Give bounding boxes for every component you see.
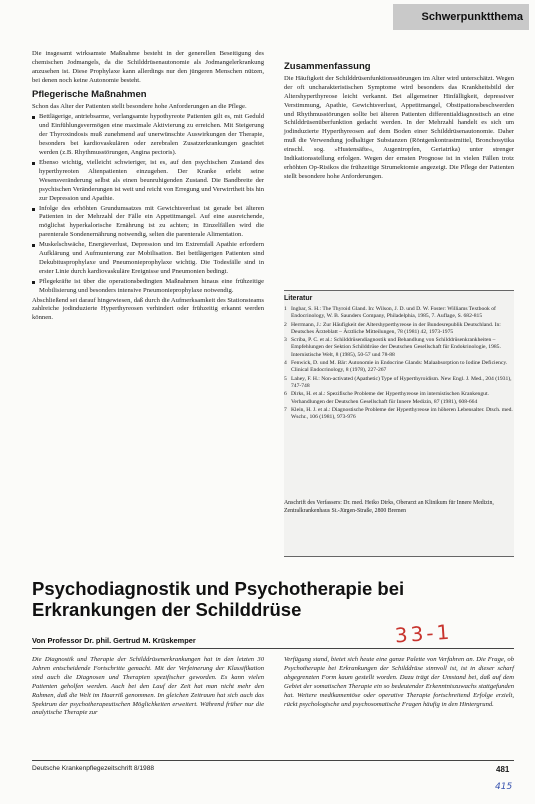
reference-text: Fenwick, D. und M. Bär: Autonomie in Endocrine Glands: Malaabsorption to Iodine Deficiency. Clinical Endocrinology, 8 (1978), 227-267	[291, 360, 508, 374]
care-heading: Pflegerische Maßnahmen	[32, 88, 147, 100]
divider	[32, 760, 514, 761]
title-line: Erkrankungen der Schilddrüse	[32, 599, 302, 620]
list-item: Infolge des erhöhten Grundumsatzes mit Gewichtsverlust ist gerade bei älteren Patienten in der Mehrzahl der Fälle ein Appetitmangel. Auf eine ausreichende, möglichst hyperkalorische Ernährung ist zu achten; in Einzelfällen wird die parenterale Sondenernährung notwendig, selten die parenterale Alimentation.	[32, 205, 264, 241]
list-item: 5 Lahey, F. H.: Non-activated (Apathetic) Type of Hyperthyroidism. New Engl. J. Med., 204 (1931), 747-748	[284, 375, 512, 389]
article-author: Von Professor Dr. phil. Gertrud M. Krüskemper	[32, 636, 196, 645]
journal-footer: Deutsche Krankenpflegezeitschrift 8/1988	[32, 765, 155, 772]
list-item: Ebenso wichtig, vielleicht schwieriger, ist es, auf den psychischen Zustand des hyperthyreoten Altenpatienten einzugehen. Der Kranke erlebt seine Wesensveränderung selbst als einen beunruhigenden Zustand. Die Bandbreite der psychischen Veränderungen ist weit und reicht von Erregung und Verwirrtheit bis hin zur Depression und Apathie.	[32, 159, 264, 204]
right-column	[284, 50, 514, 182]
reference-text: Klein, H. J. et al.: Diagnostische Probleme der Hyperthyreose im höheren Lebensalter. Dtsch. med. Wschr., 106 (1981), 973-976	[291, 406, 513, 421]
literature-list	[284, 306, 514, 421]
abstract-left: Die Diagnostik und Therapie der Schilddrüsenerkrankungen hat in den letzten 30 Jahren entscheidende Fortschritte gemacht. Mit der Verfeinerung der Klassifikation sind auch die Diagnosen und Therapien spezifischer geworden. Es kann vielen Patienten geholfen werden. Auch bei den Lauf der Zeit hat man nicht mehr den Rahmen, daß die Welt im Haarriß genommen. Im gleichen Zeitraum hat sich auch das Spektrum der psychotherapeutischen Möglichkeiten erweitert. Während früher nur die analytische Therapie zur	[32, 656, 264, 717]
intro-paragraph: Die insgesamt wirksamste Maßnahme besteht in der generellen Beseitigung des chemischen Jodmangels, da die Schilddrüsenautonomie als Jodmangelerkrankung anzusehen ist. Diese Prophylaxe kann allerdings nur den jüngeren Menschen nützen, bei denen noch keine Autonomie besteht.	[32, 50, 264, 84]
reference-text: Scriba, P. C. et al.: Schilddrüsendiagnostik und Behandlung von Schilddrüsenkrankheiten – Empfehlungen der Sektion Schilddrüse der Deutschen Gesellschaft für Endokrinologie, 1985. Internistische Welt, 8 (1985), 50-57 und 78-88	[291, 337, 501, 358]
list-item: Pflegekräfte ist über die operationsbedingten Maßnahmen hinaus eine frühzeitige Mobilisierung und besonders intensive Pneumonieprophylaxe notwendig.	[32, 278, 264, 296]
list-item: 2 Herrmann, J.: Zur Häufigkeit der Altershyperthyreose in der Bundesrepublik Deutschland. In: Deutsches Ärzteblatt – Ärztliche Mitteilungen, 78 (1981) 42, 1973-1975	[284, 321, 501, 335]
summary-text: Die Häufigkeit der Schilddrüsenfunktionsstörungen im Alter wird unterschätzt. Wegen der oft uncharakteristischen Symptome wird besonders das Krankheitsbild der Altershyperthyreose leicht verkannt. Bei allgemeiner Hinfälligkeit, depressiver Verstimmung, Apathie, Gewichtsverlust, Appetitmangel, Obstipationsbeschwerden und Rhythmusstörungen sollte bei älteren Patienten differentialdiagnostisch an eine Schilddrüsenüberfunktion gedacht werden. In der Mehrzahl handelt es sich um jodinduzierte Hyperthyreosen auf dem Boden einer Schilddrüsenautonomie. Daher muß die Verwendung jodhaltiger Substanzen (Röntgenkontrastmittel, Bronchosytika einschl. sog. »Hustensäfte«, Augentropfen, Geriatrika) unter strenger Indikationsstellung erfolgen. Wegen der ernsten Prognose ist in vielen Fällen trotz erhöhten Op-Risikos die frühzeitige Strumektomie angezeigt. Die Pflege der Patienten stellt besondere hohe Anforderungen.	[284, 74, 514, 180]
reference-text: Herrmann, J.: Zur Häufigkeit der Altershyperthyreose in der Bundesrepublik Deutschland. In: Deutsches Ärzteblatt – Ärztliche Mitteilungen, 78 (1981) 42, 1973-1975	[291, 321, 501, 335]
list-item: 1 Ingbar, S. H.: The Thyroid Gland. In: Wilson, J. D. und D. W. Foster: Williams Textbook of Endocrinology, W. B. Saunders Company, Philadelphia, 1985, 7. Auflage, S. 682-815	[284, 306, 496, 320]
left-column	[32, 50, 264, 325]
reference-text: Lahey, F. H.: Non-activated (Apathetic) Type of Hyperthyroidism. New Engl. J. Med., 204 (1931), 747-748	[291, 375, 512, 389]
literature-heading: Literatur	[284, 295, 313, 302]
divider	[32, 648, 514, 649]
list-item: 4 Fenwick, D. und M. Bär: Autonomie in Endocrine Glands: Malaabsorption to Iodine Deficiency. Clinical Endocrinology, 8 (1978), 227-267	[284, 360, 508, 374]
care-list	[32, 113, 264, 295]
reference-text: Dirks, H. et al.: Spezifische Probleme der Hyperthyreose im internistischen Krankengut. Verhandlungen der Deutschen Gesellschaft für Innere Medizin, 87 (1981), 608-664	[291, 391, 489, 405]
list-item: 6 Dirks, H. et al.: Spezifische Probleme der Hyperthyreose im internistischen Krankengut. Verhandlungen der Deutschen Gesellschaft für Innere Medizin, 87 (1981), 608-664	[284, 391, 489, 405]
list-item: Muskelschwäche, Energieverlust, Depression und im Extremfall Apathie erfordern Aufklärung und Aufmunterung zur Mobilisation. Bei bettlägerigen Patienten sind Dekubitusprophylaxe und Pneumonieprophylaxe wichtig. Die Todesfälle sind in erster Linie durch kardiovaskuläre Ereignisse und Pneumonien bedingt.	[32, 241, 264, 277]
title-line: Psychodiagnostik und Psychotherapie bei	[32, 578, 405, 599]
handwritten-page-note: 415	[495, 782, 513, 792]
article-title	[32, 578, 522, 620]
abstract-right: Verfügung stand, bietet sich heute eine ganze Palette von Verfahren an. Die Frage, ob Psychotherapie bei Erkrankungen der Schilddrüse sinnvoll ist, ist in dieser scharf abgegrenzten Form kaum gestellt worden. Dazu trägt der Umstand bei, daß auf dem Gebiet der somatischen Therapie ein so bedeutender Erkenntniszuwachs stattgefunden hat. Weitere medikamentöse oder operative Therapie fortschreitend Erfolge erzielt, rückt psychologische und psychosomatische Fragen häufig in den Hintergrund.	[284, 656, 514, 708]
section-label: Schwerpunktthema	[421, 11, 523, 23]
page-number: 481	[496, 765, 510, 774]
list-item: Bettlägerige, antriebsarme, verlangsamte hypothyreote Patienten gilt es, mit Geduld und Einfühlungsvermögen eine maximale Aktivierung zu erreichen. Mit Steigerung der Thyroxindosis muß zunehmend auf unerwünschte Auswirkungen der Therapie, besonders bei kardiovaskulären oder zerebralen Zusatzerkrankungen geachtet werden (z.B. Rhythmusstörungen, Angina pectoris).	[32, 113, 264, 158]
handwritten-annotation: 33-1	[394, 619, 454, 648]
summary-heading: Zusammenfassung	[284, 61, 371, 72]
author-address: Anschrift des Verfassers: Dr. med. Heiko Dirks, Oberarzt an Klinikum für Innere Medizin, Zentralkrankenhaus St.-Jürgen-Straße, 2800 Bremen	[284, 500, 494, 514]
care-lead: Schon das Alter der Patienten stellt besondere hohe Anforderungen an die Pflege.	[32, 102, 247, 110]
list-item: 3 Scriba, P. C. et al.: Schilddrüsendiagnostik und Behandlung von Schilddrüsenkrankheiten – Empfehlungen der Sektion Schilddrüse der Deutschen Gesellschaft für Endokrinologie, 1985. Internistische Welt, 8 (1985), 50-57 und 78-88	[284, 337, 501, 358]
list-item: 7 Klein, H. J. et al.: Diagnostische Probleme der Hyperthyreose im höheren Lebensalter. Dtsch. med. Wschr., 106 (1981), 973-976	[284, 406, 513, 421]
closing-paragraph: Abschließend sei darauf hingewiesen, daß durch die Aufmerksamkeit des Stationsteams zahlreiche jodinduzierte Hyperthyreosen verhindert oder frühzeitig erkannt werden können.	[32, 296, 264, 322]
reference-text: Ingbar, S. H.: The Thyroid Gland. In: Wilson, J. D. und D. W. Foster: Williams Textbook of Endocrinology, W. B. Saunders Company, Philadelphia, 1985, 7. Auflage, S. 682-815	[291, 306, 496, 320]
section-header	[393, 4, 529, 30]
literature-box	[284, 290, 514, 557]
